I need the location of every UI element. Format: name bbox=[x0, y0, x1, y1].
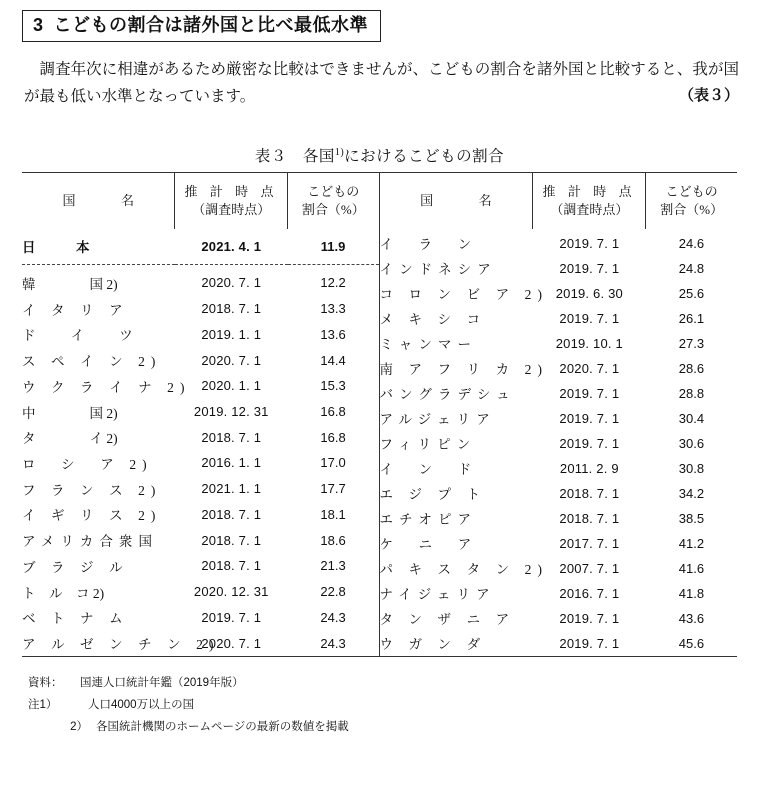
header-ratio-line2: 割合（%） bbox=[660, 201, 724, 217]
cell-country bbox=[22, 630, 220, 656]
cell-country bbox=[22, 579, 175, 605]
cell-date: 2016. 1. 1 bbox=[201, 455, 262, 471]
cell-ratio: 24.3 bbox=[320, 609, 346, 625]
cell-ratio: 14.4 bbox=[320, 352, 346, 368]
lead-paragraph bbox=[24, 56, 739, 110]
cell-country bbox=[379, 556, 549, 581]
country-name: フィリピン bbox=[379, 437, 477, 453]
header-date-line1: 推 計 時 点 bbox=[542, 184, 637, 200]
table-row bbox=[380, 456, 738, 481]
country-name: タ ン ザ ニ ア bbox=[379, 612, 516, 628]
cell-ratio: 24.3 bbox=[320, 635, 346, 651]
table-row bbox=[380, 256, 738, 281]
footnote-label: 注1） bbox=[28, 698, 58, 711]
country-name: ウ ク ラ イ ナ 2) bbox=[22, 379, 191, 395]
country-name: ミャンマー bbox=[379, 337, 478, 353]
cell-ratio: 34.2 bbox=[678, 485, 705, 501]
country-name: ロ シ ア 2) bbox=[22, 456, 153, 472]
cell-country bbox=[380, 431, 533, 456]
cell-country bbox=[379, 356, 549, 381]
country-name: エチオピア bbox=[379, 512, 478, 528]
table-caption-pre: 表３ 各国 bbox=[254, 147, 335, 165]
cell-country bbox=[22, 553, 175, 579]
cell-country bbox=[22, 527, 175, 553]
table-caption-footnote-marker: 1) bbox=[334, 146, 345, 158]
table-left-head bbox=[22, 173, 379, 229]
table-reference: （表３） bbox=[678, 86, 739, 104]
cell-ratio: 16.8 bbox=[320, 429, 346, 445]
table-row bbox=[380, 281, 738, 306]
cell-country bbox=[22, 296, 175, 322]
cell-date: 2018. 7. 1 bbox=[559, 510, 620, 526]
table-row bbox=[380, 406, 738, 431]
cell-date: 2007. 7. 1 bbox=[559, 560, 620, 576]
table-row bbox=[22, 579, 379, 605]
header-country: 国 名 bbox=[420, 193, 499, 209]
table-row bbox=[22, 553, 379, 579]
cell-date: 2021. 1. 1 bbox=[201, 481, 262, 497]
cell-ratio: 24.8 bbox=[678, 260, 705, 276]
cell-ratio: 28.6 bbox=[678, 360, 705, 376]
cell-date: 2019. 7. 1 bbox=[559, 310, 620, 326]
cell-date: 2019. 7. 1 bbox=[201, 609, 262, 625]
cell-country bbox=[22, 347, 175, 373]
cell-country bbox=[22, 450, 175, 476]
table-row bbox=[22, 424, 379, 450]
cell-country bbox=[380, 406, 533, 431]
table-row bbox=[380, 381, 738, 406]
header-date bbox=[533, 173, 646, 229]
cell-date: 2019. 6. 30 bbox=[555, 285, 623, 301]
header-ratio bbox=[288, 173, 379, 229]
footnote-note2 bbox=[28, 717, 759, 739]
country-name: パ キ ス タ ン 2) bbox=[379, 562, 549, 578]
table-row bbox=[380, 306, 738, 331]
cell-date: 2019. 7. 1 bbox=[559, 235, 620, 251]
table-row bbox=[22, 630, 379, 656]
section-title: こどもの割合は諸外国と比べ最低水準 bbox=[53, 15, 369, 35]
country-name: ケ ニ ア bbox=[379, 537, 478, 553]
country-name: アメリカ合衆国 bbox=[22, 534, 159, 550]
cell-ratio: 15.3 bbox=[320, 378, 346, 394]
table-row bbox=[22, 347, 379, 373]
cell-ratio: 18.1 bbox=[320, 506, 346, 522]
cell-country bbox=[380, 581, 533, 606]
header-date-line2: （調査時点） bbox=[192, 201, 271, 217]
country-name: インドネシア bbox=[379, 262, 497, 278]
country-name: ト ル コ 2) bbox=[22, 585, 105, 601]
footnote-label: 資料： bbox=[28, 676, 63, 689]
table-right-half bbox=[380, 173, 738, 656]
country-name: ナイジェリア bbox=[379, 587, 496, 603]
cell-country bbox=[22, 424, 175, 450]
cell-country bbox=[380, 606, 533, 631]
lead-text: 調査年次に相違があるため厳密な比較はできませんが、こどもの割合を諸外国と比較すると、我が国が最も低い水準となっています。 bbox=[24, 60, 739, 105]
cell-date: 2018. 7. 1 bbox=[201, 429, 262, 445]
table-left-body bbox=[22, 229, 379, 656]
country-name: ス ペ イ ン 2) bbox=[22, 354, 162, 370]
cell-ratio: 28.8 bbox=[678, 385, 705, 401]
header-ratio-line1: こどもの bbox=[307, 184, 360, 200]
cell-ratio: 38.5 bbox=[678, 510, 705, 526]
country-name: フ ラ ン ス 2) bbox=[22, 482, 162, 498]
cell-date: 2011. 2. 9 bbox=[559, 460, 619, 476]
table-row bbox=[22, 502, 379, 528]
cell-country bbox=[22, 399, 175, 425]
header-country: 国 名 bbox=[62, 193, 141, 209]
table-row bbox=[380, 356, 738, 381]
country-name: タ イ 2) bbox=[22, 431, 118, 447]
header-ratio bbox=[646, 173, 737, 229]
country-name: 日 本 bbox=[22, 240, 90, 256]
cell-country bbox=[380, 229, 533, 256]
cell-ratio: 21.3 bbox=[320, 558, 346, 574]
cell-country bbox=[22, 502, 175, 528]
header-ratio-line1: こどもの bbox=[665, 184, 718, 200]
footnote-label: 2） bbox=[70, 720, 88, 733]
cell-date: 2019. 7. 1 bbox=[559, 410, 620, 426]
table-row-japan bbox=[22, 229, 379, 264]
cell-ratio: 30.6 bbox=[678, 435, 705, 451]
table-right-body bbox=[380, 229, 738, 656]
footnote-note1 bbox=[28, 695, 759, 717]
cell-country bbox=[380, 381, 533, 406]
cell-ratio: 22.8 bbox=[320, 584, 346, 600]
cell-date: 2018. 7. 1 bbox=[559, 485, 620, 501]
cell-date: 2020. 1. 1 bbox=[201, 378, 262, 394]
cell-ratio: 18.6 bbox=[320, 532, 346, 548]
country-name: イ タ リ ア bbox=[22, 302, 129, 318]
cell-country bbox=[22, 373, 191, 399]
footnotes bbox=[28, 673, 759, 739]
table-row bbox=[22, 373, 379, 399]
cell-date: 2018. 7. 1 bbox=[201, 532, 262, 548]
country-name: バングラデシュ bbox=[379, 387, 516, 403]
cell-date: 2019. 7. 1 bbox=[559, 260, 620, 276]
table-row bbox=[380, 531, 738, 556]
country-name: エ ジ プ ト bbox=[379, 487, 487, 503]
table-row bbox=[22, 450, 379, 476]
cell-ratio: 13.3 bbox=[320, 301, 346, 317]
country-name: コ ロ ン ビ ア 2) bbox=[379, 287, 549, 303]
cell-date: 2019. 10. 1 bbox=[555, 335, 623, 351]
country-name: ウ ガ ン ダ bbox=[379, 637, 487, 653]
cell-ratio: 41.8 bbox=[678, 585, 705, 601]
header-date-line2: （調査時点） bbox=[550, 201, 629, 217]
cell-date: 2019. 7. 1 bbox=[559, 635, 620, 651]
cell-ratio: 30.4 bbox=[678, 410, 705, 426]
country-name: アルジェリア bbox=[379, 412, 496, 428]
country-name: 南 ア フ リ カ 2) bbox=[379, 362, 549, 378]
cell-country bbox=[380, 506, 533, 531]
table-row bbox=[380, 606, 738, 631]
cell-ratio: 12.2 bbox=[320, 275, 346, 291]
cell-country bbox=[379, 281, 549, 306]
section-heading-container bbox=[22, 10, 759, 42]
table-header-row bbox=[22, 173, 379, 229]
table-row bbox=[22, 604, 379, 630]
section-number: 3 bbox=[33, 15, 44, 35]
table-row bbox=[380, 431, 738, 456]
cell-country bbox=[380, 306, 533, 331]
section-heading bbox=[22, 10, 381, 42]
table-row bbox=[380, 556, 738, 581]
cell-ratio: 13.6 bbox=[320, 326, 346, 342]
cell-date: 2020. 7. 1 bbox=[201, 635, 262, 651]
footnote-text: 国連人口統計年鑑（2019年版） bbox=[80, 676, 244, 689]
cell-date: 2019. 7. 1 bbox=[559, 610, 620, 626]
footnote-source bbox=[28, 673, 759, 695]
cell-date: 2016. 7. 1 bbox=[559, 585, 620, 601]
cell-date: 2020. 7. 1 bbox=[201, 352, 262, 368]
footnote-text: 人口4000万以上の国 bbox=[88, 698, 195, 711]
table-caption bbox=[0, 144, 759, 166]
header-date-line1: 推 計 時 点 bbox=[184, 184, 279, 200]
cell-country bbox=[380, 531, 533, 556]
cell-date: 2019. 1. 1 bbox=[201, 326, 262, 342]
cell-country bbox=[380, 481, 533, 506]
cell-date: 2019. 7. 1 bbox=[559, 435, 620, 451]
cell-ratio: 45.6 bbox=[678, 635, 705, 651]
cell-ratio: 17.7 bbox=[320, 481, 346, 497]
cell-country bbox=[22, 229, 175, 264]
cell-country bbox=[380, 331, 533, 356]
table-row bbox=[22, 322, 379, 348]
cell-ratio: 26.1 bbox=[678, 310, 705, 326]
cell-ratio: 41.6 bbox=[678, 560, 705, 576]
cell-date: 2018. 7. 1 bbox=[201, 506, 262, 522]
cell-date: 2021. 4. 1 bbox=[175, 229, 288, 264]
country-name: ド イ ツ bbox=[22, 328, 139, 344]
statistics-table bbox=[22, 172, 737, 657]
cell-date: 2020. 7. 1 bbox=[559, 360, 620, 376]
cell-ratio: 17.0 bbox=[320, 455, 346, 471]
country-name: イ ン ド bbox=[379, 462, 478, 478]
table-row bbox=[22, 399, 379, 425]
table-row bbox=[380, 229, 738, 256]
header-date bbox=[175, 173, 288, 229]
country-name: ア ル ゼ ン チ ン 2) bbox=[22, 637, 220, 653]
table-row bbox=[22, 264, 379, 295]
table-left-half bbox=[22, 173, 380, 656]
cell-country bbox=[380, 631, 533, 656]
country-name: 中 国 2) bbox=[22, 405, 118, 421]
footnote-text: 各国統計機関のホームページの最新の数値を掲載 bbox=[96, 720, 349, 733]
table-caption-post: におけるこどもの割合 bbox=[344, 147, 505, 165]
table-row bbox=[380, 581, 738, 606]
cell-date: 2018. 7. 1 bbox=[201, 558, 262, 574]
table-right-head bbox=[380, 173, 738, 229]
table-row bbox=[380, 481, 738, 506]
cell-ratio: 11.9 bbox=[288, 229, 379, 264]
cell-country bbox=[22, 604, 175, 630]
cell-ratio: 16.8 bbox=[320, 404, 346, 420]
country-name: 韓 国 2) bbox=[22, 276, 118, 292]
cell-ratio: 30.8 bbox=[678, 460, 705, 476]
country-name: メ キ シ コ bbox=[379, 312, 487, 328]
header-ratio-line2: 割合（%） bbox=[301, 201, 365, 217]
cell-date: 2018. 7. 1 bbox=[201, 301, 262, 317]
table-row bbox=[22, 476, 379, 502]
table-row bbox=[22, 296, 379, 322]
table-row bbox=[380, 506, 738, 531]
cell-country bbox=[22, 322, 175, 348]
cell-ratio: 24.6 bbox=[678, 235, 705, 251]
cell-ratio: 41.2 bbox=[678, 535, 705, 551]
table-header-row bbox=[380, 173, 738, 229]
country-name: イ ギ リ ス 2) bbox=[22, 508, 162, 524]
cell-ratio: 27.3 bbox=[678, 335, 705, 351]
cell-country bbox=[22, 264, 175, 295]
cell-date: 2020. 12. 31 bbox=[193, 584, 269, 600]
document-page bbox=[0, 10, 759, 793]
table-row bbox=[380, 631, 738, 656]
table-row bbox=[22, 527, 379, 553]
cell-date: 2017. 7. 1 bbox=[559, 535, 620, 551]
cell-date: 2020. 7. 1 bbox=[201, 275, 262, 291]
cell-date: 2019. 12. 31 bbox=[193, 404, 269, 420]
country-name: ベ ト ナ ム bbox=[22, 611, 129, 627]
country-name: ブ ラ ジ ル bbox=[22, 559, 129, 575]
cell-country bbox=[22, 476, 175, 502]
cell-date: 2019. 7. 1 bbox=[559, 385, 620, 401]
table-row bbox=[380, 331, 738, 356]
country-name: イ ラ ン bbox=[379, 237, 478, 253]
cell-ratio: 43.6 bbox=[678, 610, 705, 626]
cell-ratio: 25.6 bbox=[678, 285, 705, 301]
cell-country bbox=[380, 256, 533, 281]
cell-country bbox=[380, 456, 533, 481]
